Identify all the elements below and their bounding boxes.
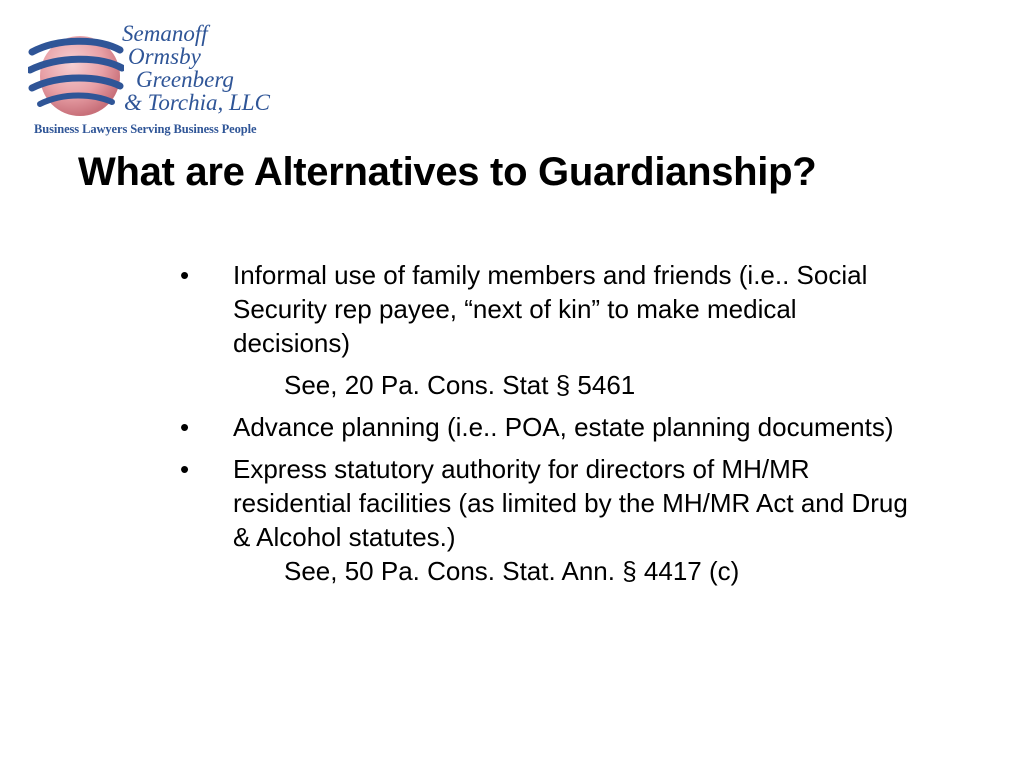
bullet-text: Informal use of family members and friends (i.e.. Social Security rep payee, “next of kin” to make medical decisions) <box>233 260 868 358</box>
company-logo <box>28 22 278 142</box>
bullet-paragraph <box>178 452 918 554</box>
bullet-icon: • <box>180 412 190 442</box>
bullet-list <box>178 258 918 596</box>
bullet-paragraph <box>178 258 918 360</box>
bullet-text: Express statutory authority for directors of MH/MR residential facilities (as limited by the MH/MR Act and Drug & Alcohol statutes.) <box>233 454 908 552</box>
logo-name-line-1: Semanoff <box>122 21 208 46</box>
bullet-icon: • <box>180 260 190 290</box>
logo-tagline: Business Lawyers Serving Business People <box>34 122 257 136</box>
bullet-text: Advance planning (i.e.. POA, estate planning documents) <box>233 412 894 442</box>
bullet-icon: • <box>180 454 190 484</box>
list-item <box>178 410 918 444</box>
citation: See, 20 Pa. Cons. Stat § 5461 <box>284 370 636 400</box>
citation: See, 50 Pa. Cons. Stat. Ann. § 4417 (c) <box>284 556 740 586</box>
list-item <box>178 452 918 588</box>
list-item <box>178 258 918 402</box>
logo-name-line-3: Greenberg <box>136 67 234 92</box>
logo-name-line-2: Ormsby <box>128 44 201 69</box>
globe-logo-icon <box>28 28 124 124</box>
logo-name-line-4: & Torchia, LLC <box>124 90 270 115</box>
bullet-paragraph <box>178 410 918 444</box>
slide-title: What are Alternatives to Guardianship? <box>78 150 817 194</box>
